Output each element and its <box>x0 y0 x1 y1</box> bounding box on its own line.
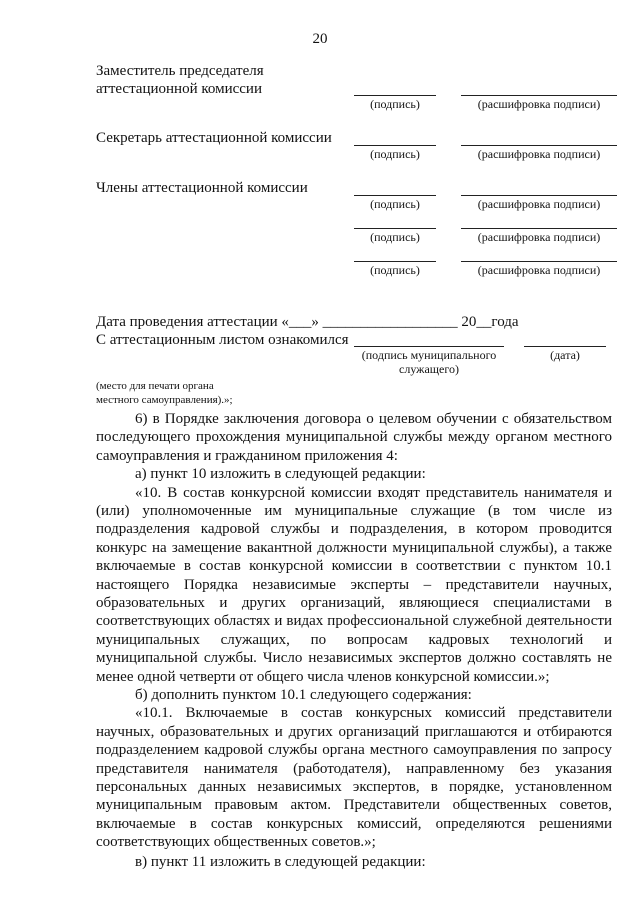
employee-signature-caption-line1: (подпись муниципального <box>361 348 497 362</box>
acquaint-date-caption: (дата) <box>550 348 580 362</box>
body-line: 6) в Порядке заключения договора о целевом обучении с обязательством <box>135 411 612 427</box>
decode-line <box>461 195 617 196</box>
decode-caption: (расшифровка подписи) <box>477 97 601 111</box>
body-line: муниципальной службы. Число независимых экспертов должно составлять не <box>96 650 612 667</box>
body-line: соответствующих областях и видах профессиональной служебной деятельности <box>96 613 612 630</box>
decode-caption: (расшифровка подписи) <box>477 230 601 244</box>
decode-caption: (расшифровка подписи) <box>477 197 601 211</box>
body-line: подразделения кадровой службы и подразделения, в котором проводится <box>96 521 612 538</box>
body-line: соответствующих общественных советов.»; <box>96 834 376 851</box>
body-line: образовательных и других организаций, являющиеся специалистами в <box>96 595 612 611</box>
body-line: самоуправления и гражданином приложения 4: <box>96 447 398 464</box>
secretary-label: Секретарь аттестационной комиссии <box>96 130 332 146</box>
body-line: «10.1. Включаемые в состав конкурсных комиссий представители <box>135 705 612 722</box>
employee-signature-caption-line2: служащего) <box>399 362 459 376</box>
decode-caption: (расшифровка подписи) <box>477 263 601 277</box>
body-line: включаемые в состав конкурсной комиссии в соответствии с пунктом 10.1 <box>96 558 612 575</box>
body-line: (или) уполномоченные им муниципальные служащие (в том числе из <box>96 503 612 519</box>
body-line: б) дополнить пунктом 10.1 следующего содержания: <box>135 687 472 703</box>
body-line: в) пункт 11 изложить в следующей редакции: <box>135 854 426 870</box>
signature-line <box>354 145 436 146</box>
body-line: научных, образовательных и других организаций приглашаются и отбираются <box>96 723 612 740</box>
body-line: «10. В состав конкурсной комиссии входят представитель нанимателя и <box>135 484 612 501</box>
body-line: настоящего Порядка независимые эксперты – представители научных, <box>96 576 612 593</box>
decode-caption: (расшифровка подписи) <box>477 147 601 161</box>
signature-caption: (подпись) <box>370 97 420 111</box>
decode-line <box>461 228 617 229</box>
members-label: Члены аттестационной комиссии <box>96 180 308 196</box>
seal-place-line1: (место для печати органа <box>96 380 214 392</box>
body-line: представителя нанимателя (работодателя), направленному без указания <box>96 760 612 777</box>
body-line: последующего прохождения муниципальной службы между органом местного <box>96 429 612 446</box>
decode-line <box>461 261 617 262</box>
signature-line <box>354 195 436 196</box>
body-line: муниципальных служащих, по вопросам кадровых технологий и <box>96 631 612 648</box>
decode-line <box>461 95 617 96</box>
signature-line <box>354 228 436 229</box>
acquaint-date-line <box>524 346 606 347</box>
signature-caption: (подпись) <box>370 230 420 244</box>
decode-line <box>461 145 617 146</box>
deputy-chairman-label-line2: аттестационной комиссии <box>96 81 262 97</box>
body-line: конкурс на замещение вакантной должности муниципальной службы), а также <box>96 539 612 556</box>
signature-caption: (подпись) <box>370 147 420 161</box>
body-line: персональных данных независимых экспертов, в порядке, установленном <box>96 779 612 795</box>
body-line: включаемые в состав конкурсных комиссий, определяются решениями <box>96 815 612 832</box>
acquainted-label: С аттестационным листом ознакомился <box>96 332 349 348</box>
page-number: 20 <box>312 31 328 47</box>
signature-caption: (подпись) <box>370 263 420 277</box>
signature-line <box>354 95 436 96</box>
body-line: муниципальным правовым актом. Представители общественных советов, <box>96 797 612 814</box>
seal-place-line2: местного самоуправления).»; <box>96 394 233 406</box>
attestation-date-line: Дата проведения аттестации «___» __________________ 20__года <box>96 314 519 330</box>
body-line: а) пункт 10 изложить в следующей редакции: <box>135 466 426 483</box>
signature-caption: (подпись) <box>370 197 420 211</box>
body-line: менее одной четверти от общего числа членов конкурсной комиссии.»; <box>96 668 550 685</box>
deputy-chairman-label-line1: Заместитель председателя <box>96 63 264 79</box>
employee-signature-line <box>354 346 504 347</box>
signature-line <box>354 261 436 262</box>
body-line: подразделением кадровой службы органа местного самоуправления по запросу <box>96 742 612 759</box>
